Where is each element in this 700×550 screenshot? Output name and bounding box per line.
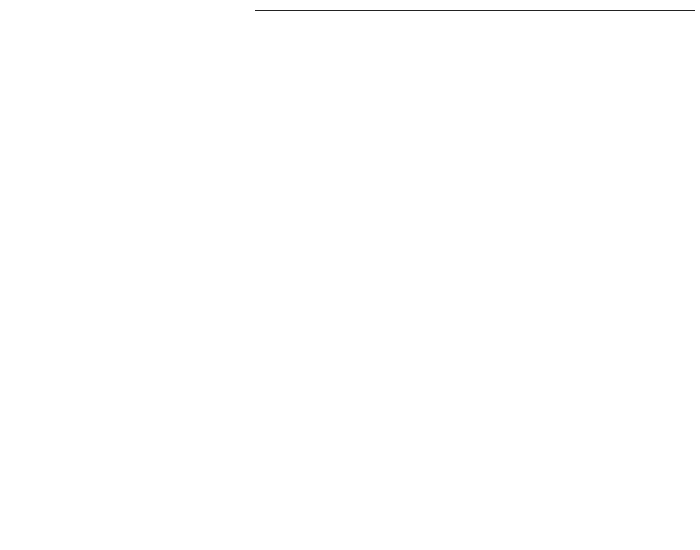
- header-rule: [255, 10, 695, 11]
